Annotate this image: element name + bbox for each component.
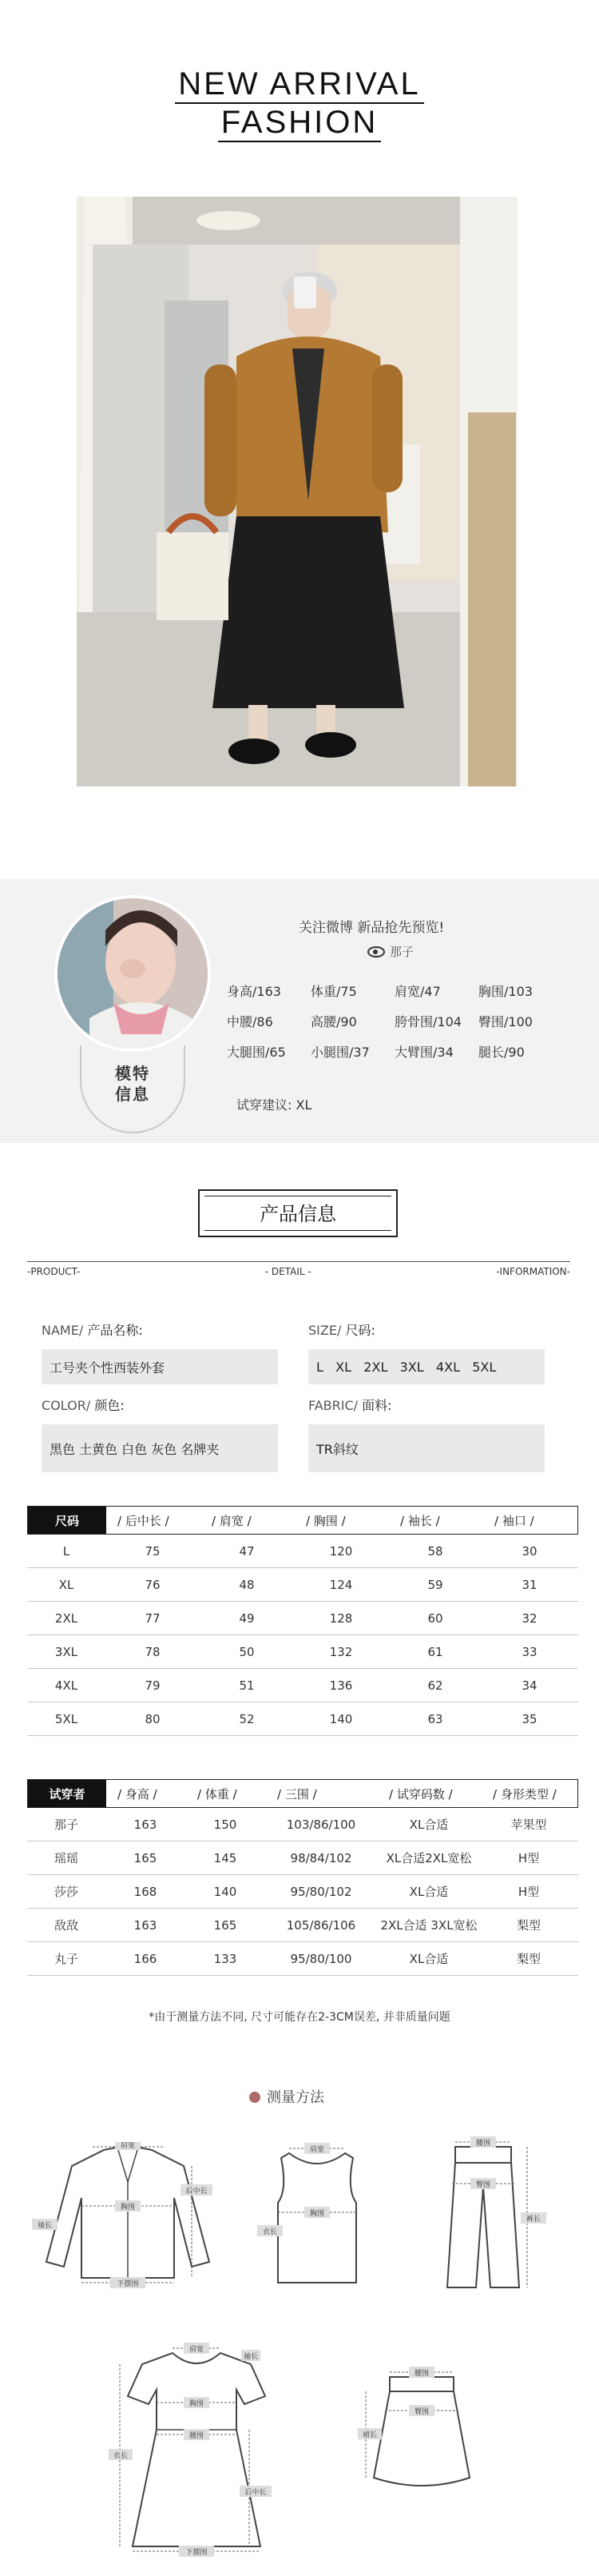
product-info-title-text: 产品信息 [204, 1196, 391, 1231]
label-sleeve: 袖长 [37, 2222, 53, 2230]
size-table-row-cell: 60 [427, 1610, 443, 1626]
trial-header-size: / 试穿码数 / [389, 1786, 453, 1802]
trial-header-bust: / 三围 / [277, 1786, 317, 1802]
size-table-row-cell: 78 [145, 1644, 161, 1659]
label-skirt-hip: 臀围 [414, 2408, 430, 2416]
label-hem: 下摆围 [117, 2280, 139, 2288]
measure-method-title [249, 2086, 324, 2107]
size-table-row-cell: 31 [522, 1577, 538, 1592]
size-table-row-cell: 77 [145, 1610, 161, 1626]
trial-table-row-cell: 苹果型 [510, 1818, 547, 1832]
measurement-item: 高腰/90 [311, 1013, 357, 1029]
trial-table-row-cell: 瑶瑶 [54, 1851, 78, 1865]
trial-table-row-cell: 丸子 [54, 1952, 78, 1966]
measurement-row [227, 1036, 562, 1066]
size-table-row-cell: 52 [239, 1711, 255, 1726]
label-vest-chest: 胸围 [309, 2210, 325, 2218]
size-table-row-cell: 120 [329, 1543, 353, 1559]
trial-table-row-cell: 2XL合适 3XL宽松 [380, 1918, 478, 1933]
measurement-note: *由于测量方法不同, 尺寸可能存在2-3CM误差, 并非质量问题 [149, 2011, 450, 2024]
label-waist: 腰围 [475, 2140, 491, 2148]
label-dress-sleeve: 袖长 [243, 2353, 259, 2361]
size-table-row [27, 1635, 578, 1669]
size-table-row-cell: 34 [522, 1678, 538, 1693]
color-label-cn: 颜色: [94, 1398, 125, 1413]
product-info-tags [27, 1266, 570, 1277]
trial-table-row [27, 1841, 578, 1875]
trial-table-row-cell: XL合适 [409, 1952, 449, 1966]
size-table-row-cell: 32 [522, 1610, 538, 1626]
trial-table-row [27, 1909, 578, 1942]
size-table-row-cell: 136 [329, 1678, 353, 1693]
trial-header-person: 试穿者 [28, 1780, 106, 1807]
fabric-label-cn: 面料: [362, 1398, 392, 1413]
trial-table-row-cell: 166 [133, 1951, 157, 1966]
trial-table-row-cell: 168 [133, 1884, 157, 1899]
size-table-row-cell: 63 [427, 1711, 443, 1726]
size-table-row-cell: 3XL [54, 1644, 78, 1659]
label-skirt-waist: 腰围 [414, 2370, 430, 2378]
tag-detail: - DETAIL - [264, 1266, 311, 1277]
trial-header-weight: / 体重 / [197, 1786, 237, 1802]
weibo-account-name: 那子 [390, 945, 415, 959]
trial-table-row [27, 1875, 578, 1909]
model-photo [77, 197, 518, 786]
name-label-cn: 产品名称: [87, 1323, 143, 1338]
size-table-row-cell: 50 [239, 1644, 255, 1659]
size-header-length: / 后中长 / [117, 1513, 169, 1528]
hero-title-line2: FASHION [218, 104, 382, 142]
size-table-row [27, 1702, 578, 1736]
measurement-item: 大腿围/65 [227, 1044, 286, 1060]
size-table-row-cell: 5XL [54, 1711, 78, 1726]
size-table-row-cell: 62 [427, 1678, 443, 1693]
label-dress-back-length: 后中长 [244, 2489, 267, 2497]
tag-product: -PRODUCT- [27, 1266, 81, 1277]
size-table-row [27, 1602, 578, 1635]
size-table-row-cell: 128 [329, 1610, 353, 1626]
size-table-row-cell: 140 [329, 1711, 353, 1726]
size-table-row-cell: 79 [145, 1678, 161, 1693]
measurement-item: 肩宽/47 [395, 983, 441, 999]
size-header-chest: / 胸围 / [306, 1513, 346, 1528]
trial-table-row-cell: 163 [133, 1817, 157, 1832]
size-table-row-cell: 59 [427, 1577, 443, 1592]
hero-title-line1: NEW ARRIVAL [175, 66, 423, 104]
size-table-row-cell: 132 [329, 1644, 353, 1659]
skirt-measure-diagram [358, 2358, 486, 2505]
label-skirt-length: 裙长 [362, 2431, 378, 2439]
measurement-item: 大臂围/34 [395, 1044, 454, 1060]
size-table-row-cell: XL [58, 1577, 74, 1592]
trial-table-row-cell: XL合适 [409, 1885, 449, 1899]
trial-table-row-cell: 95/80/100 [290, 1951, 352, 1966]
size-table-row-cell: 124 [329, 1577, 353, 1592]
measurement-item: 小腿围/37 [311, 1044, 370, 1060]
trial-table-row-cell: 165 [213, 1917, 237, 1933]
trial-table-row-cell: 163 [133, 1917, 157, 1933]
model-info-section [0, 879, 599, 1143]
vest-measure-diagram [257, 2142, 377, 2297]
label-dress-chest: 胸围 [188, 2400, 204, 2408]
size-table-row-cell: 47 [239, 1543, 255, 1559]
label-shoulder: 肩宽 [120, 2142, 136, 2150]
trial-table-row-cell: 梨型 [516, 1918, 541, 1933]
trial-table-row-cell: 103/86/100 [286, 1817, 356, 1832]
size-table-row-cell: 48 [239, 1577, 255, 1592]
size-header-cuff: / 袖口 / [494, 1513, 534, 1528]
label-pants-length: 裤长 [526, 2216, 541, 2224]
trial-table [27, 1779, 578, 1976]
product-info-title [198, 1189, 398, 1237]
label-dress-hem: 下摆围 [185, 2549, 208, 2557]
color-label [42, 1395, 125, 1414]
size-table-row [27, 1535, 578, 1568]
label-dress-length: 衣长 [113, 2452, 129, 2460]
fabric-label [308, 1395, 392, 1414]
size-table-header [27, 1506, 578, 1535]
size-table [27, 1506, 578, 1736]
label-vest-length: 衣长 [262, 2228, 278, 2236]
fabric-value: TR斜纹 [308, 1424, 545, 1472]
measurement-row [227, 975, 562, 1005]
size-value: L XL 2XL 3XL 4XL 5XL [308, 1349, 545, 1384]
measurement-item: 中腰/86 [227, 1013, 273, 1029]
size-table-row-cell: 80 [145, 1711, 161, 1726]
jacket-measure-diagram [32, 2142, 232, 2297]
size-header-shoulder: / 肩宽 / [212, 1513, 252, 1528]
name-label-en: NAME/ [42, 1323, 84, 1338]
weibo-follow-text: 关注微博 新品抢先预览! [299, 920, 445, 936]
size-table-row [27, 1669, 578, 1702]
size-table-row-cell: 75 [145, 1543, 161, 1559]
tag-information: -INFORMATION- [496, 1266, 570, 1277]
size-table-row-cell: 33 [522, 1644, 538, 1659]
label-back-length: 后中长 [185, 2188, 208, 2196]
trial-table-row-cell: 133 [213, 1951, 237, 1966]
trial-table-row-cell: XL合适 [409, 1818, 449, 1832]
weibo-icon [367, 946, 385, 958]
size-table-row-cell: 76 [145, 1577, 161, 1592]
color-value: 黑色 土黄色 白色 灰色 名牌夹 [42, 1424, 278, 1472]
color-label-en: COLOR/ [42, 1398, 91, 1413]
dress-measure-diagram [109, 2342, 292, 2561]
trial-table-row-cell: 那子 [54, 1818, 78, 1832]
measurement-item: 臀围/100 [478, 1013, 533, 1029]
measurement-item: 身高/163 [227, 983, 281, 999]
fabric-label-en: FABRIC/ [308, 1398, 359, 1413]
name-value: 工号夹个性西装外套 [42, 1349, 278, 1384]
bullet-icon [249, 2092, 260, 2103]
size-label-en: SIZE/ [308, 1323, 342, 1338]
trial-suggestion: 试穿建议: XL [236, 1097, 312, 1113]
pants-measure-diagram [431, 2136, 551, 2299]
label-dress-shoulder: 肩宽 [188, 2346, 204, 2354]
size-table-row-cell: 4XL [54, 1678, 78, 1693]
size-table-row-cell: 61 [427, 1644, 443, 1659]
model-label-line1: 模特 [115, 1064, 150, 1083]
model-label-line2: 信息 [115, 1085, 150, 1104]
trial-table-row-cell: XL合适2XL宽松 [386, 1851, 472, 1865]
trial-table-row-cell: 莎莎 [54, 1885, 78, 1899]
size-table-row-cell: 49 [239, 1610, 255, 1626]
size-table-row-cell: 2XL [54, 1610, 78, 1626]
trial-header-type: / 身形类型 / [493, 1786, 557, 1802]
trial-table-row-cell: 150 [213, 1817, 237, 1832]
trial-table-row [27, 1942, 578, 1976]
size-header-size: 尺码 [28, 1507, 106, 1534]
trial-table-row-cell: 145 [213, 1850, 237, 1865]
model-avatar [54, 895, 211, 1052]
model-measurements [227, 975, 562, 1066]
label-hip: 臀围 [475, 2181, 491, 2189]
trial-header-height: / 身高 / [117, 1786, 157, 1802]
measure-method-text: 测量方法 [267, 2089, 324, 2106]
size-table-row-cell: 35 [522, 1711, 538, 1726]
label-vest-shoulder: 肩宽 [309, 2146, 325, 2154]
size-table-row-cell: L [62, 1543, 70, 1559]
trial-table-row-cell: H型 [518, 1885, 540, 1899]
size-table-row-cell: 51 [239, 1678, 255, 1693]
size-label [308, 1320, 375, 1339]
divider [27, 1261, 570, 1262]
measurement-item: 体重/75 [311, 983, 357, 999]
measurement-item: 胸围/103 [478, 983, 533, 999]
trial-table-row [27, 1808, 578, 1841]
size-table-row [27, 1568, 578, 1602]
trial-table-row-cell: 梨型 [516, 1952, 541, 1966]
label-dress-waist: 腰围 [188, 2432, 204, 2440]
trial-table-row-cell: 敌敌 [54, 1918, 78, 1933]
measurement-item: 胯骨围/104 [395, 1013, 462, 1029]
trial-table-header [27, 1779, 578, 1808]
trial-table-row-cell: H型 [518, 1851, 540, 1865]
size-header-sleeve: / 袖长 / [400, 1513, 440, 1528]
label-chest: 胸围 [120, 2204, 136, 2212]
measurement-item: 腿长/90 [478, 1044, 525, 1060]
trial-table-row-cell: 105/86/106 [286, 1917, 356, 1933]
trial-table-row-cell: 165 [133, 1850, 157, 1865]
size-table-row-cell: 30 [522, 1543, 538, 1559]
size-label-cn: 尺码: [345, 1323, 375, 1338]
trial-table-row-cell: 98/84/102 [290, 1850, 352, 1865]
trial-table-row-cell: 95/80/102 [290, 1884, 352, 1899]
name-label [42, 1320, 143, 1339]
hero-title [0, 66, 599, 142]
weibo-account[interactable] [367, 943, 414, 960]
trial-table-row-cell: 140 [213, 1884, 237, 1899]
model-label [80, 1045, 185, 1133]
measurement-row [227, 1005, 562, 1036]
size-table-row-cell: 58 [427, 1543, 443, 1559]
